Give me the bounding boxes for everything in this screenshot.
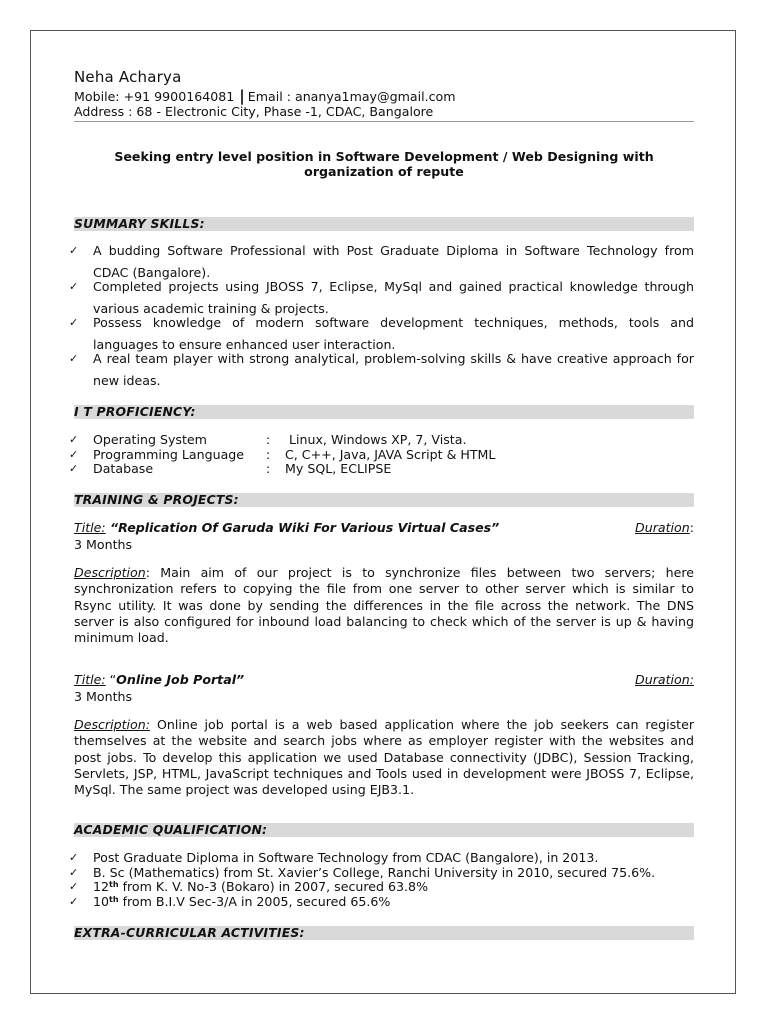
- it-proficiency-list: [69, 432, 694, 477]
- duration-label: Duration:: [635, 672, 694, 687]
- title-label: Title:: [74, 672, 106, 687]
- check-mark-icon: ✓: [69, 865, 79, 879]
- check-mark-icon: ✓: [69, 894, 79, 908]
- project-duration: 3 Months: [74, 689, 133, 704]
- list-item: ✓ Possess knowledge of modern software development techniques, methods, tools and languages to ensure enhanced user interaction.: [74, 312, 694, 356]
- description-label: Description:: [74, 717, 150, 732]
- contact-separator: |: [239, 87, 245, 105]
- check-mark-icon: ✓: [69, 447, 79, 461]
- section-heading-it-proficiency: I T PROFICIENCY:: [74, 405, 694, 419]
- check-mark-icon: ✓: [69, 433, 79, 446]
- description-label: Description: [74, 565, 146, 580]
- project-title-row: Title: “Online Job Portal” Duration:: [74, 672, 694, 687]
- email-label: Email :: [247, 89, 291, 104]
- list-item: ✓ Completed projects using JBOSS 7, Eclipse, MySql and gained practical knowledge through various academic training & projects.: [74, 276, 694, 320]
- project-title: Online Job Portal”: [116, 672, 245, 687]
- address-value: 68 - Electronic City, Phase -1, CDAC, Bangalore: [136, 104, 434, 119]
- section-heading-academic-qualification: ACADEMIC QUALIFICATION:: [74, 823, 694, 837]
- list-item: ✓ 12th from K. V. No-3 (Bokaro) in 2007, secured 63.8%: [69, 879, 429, 894]
- list-item: ✓ Operating System : Linux, Windows XP, 7, Vista.: [69, 432, 467, 447]
- check-mark-icon: ✓: [69, 352, 79, 365]
- resume-page: [30, 30, 736, 994]
- header-divider: [74, 121, 694, 122]
- duration-label: Duration:: [635, 520, 694, 535]
- check-mark-icon: ✓: [69, 316, 79, 329]
- project-title-row: [74, 520, 694, 536]
- section-heading-summary-skills: SUMMARY SKILLS:: [74, 217, 694, 231]
- email-address: ananya1may@gmail.com: [294, 89, 456, 104]
- check-mark-icon: ✓: [69, 880, 79, 893]
- check-mark-icon: ✓: [69, 462, 79, 475]
- contact-info: [74, 89, 455, 119]
- list-item: ✓ B. Sc (Mathematics) from St. Xavier’s College, Ranchi University in 2010, secured 75.6%.: [69, 864, 656, 880]
- check-mark-icon: ✓: [69, 244, 79, 257]
- list-item: ✓ 10th from B.I.V Sec-3/A in 2005, secured 65.6%: [69, 893, 391, 909]
- check-mark-icon: ✓: [69, 851, 79, 864]
- academic-qualification-list: [69, 850, 694, 909]
- project-description: Description: Main aim of our project is to synchronize files between two servers; here synchronization refers to copying the file from one server to other server which is similar to Rsync utility. It was done by sending the differences in the file across the network. The DNS server is also configured for inbound load balancing to check which of the server is up & having minimum load.: [74, 565, 694, 646]
- candidate-name: Neha Acharya: [74, 68, 182, 86]
- address-label: Address :: [74, 104, 133, 119]
- section-heading-training-projects: TRAINING & PROJECTS:: [74, 493, 694, 507]
- project-title: “Replication Of Garuda Wiki For Various Virtual Cases”: [105, 520, 500, 535]
- check-mark-icon: ✓: [69, 280, 79, 293]
- list-item: ✓ Programming Language : C, C++, Java, JAVA Script & HTML: [69, 446, 496, 462]
- contact-line-phone-email: [74, 89, 455, 104]
- title-label: Title:: [74, 520, 106, 535]
- career-objective: Seeking entry level position in Software Development / Web Designing with organization of repute: [114, 149, 654, 179]
- project-duration: 3 Months: [74, 537, 133, 552]
- contact-line-address: [74, 104, 455, 119]
- section-heading-extra-curricular: EXTRA-CURRICULAR ACTIVITIES:: [74, 926, 694, 940]
- mobile-label: Mobile:: [74, 89, 120, 104]
- list-item: ✓ Post Graduate Diploma in Software Technology from CDAC (Bangalore), in 2013.: [69, 850, 599, 865]
- project-description: Description: Online job portal is a web based application where the job seekers can register themselves at the website and search jobs where as employer register with the websites and post jobs. To develop this application we used Database connectivity (JDBC), Session Tracking, Servlets, JSP, HTML, JavaScript techniques and Tools used in development were JBOSS 7, Eclipse, MySql. The same project was developed using EJB3.1.: [74, 717, 694, 798]
- list-item: ✓ A real team player with strong analytical, problem-solving skills & have creative approach for new ideas.: [74, 348, 694, 392]
- list-item: ✓ Database : My SQL, ECLIPSE: [69, 461, 392, 476]
- summary-skills-list: [69, 240, 694, 388]
- list-item: ✓ A budding Software Professional with Post Graduate Diploma in Software Technology from CDAC (Bangalore).: [74, 240, 694, 284]
- mobile-number: +91 9900164081: [123, 89, 235, 104]
